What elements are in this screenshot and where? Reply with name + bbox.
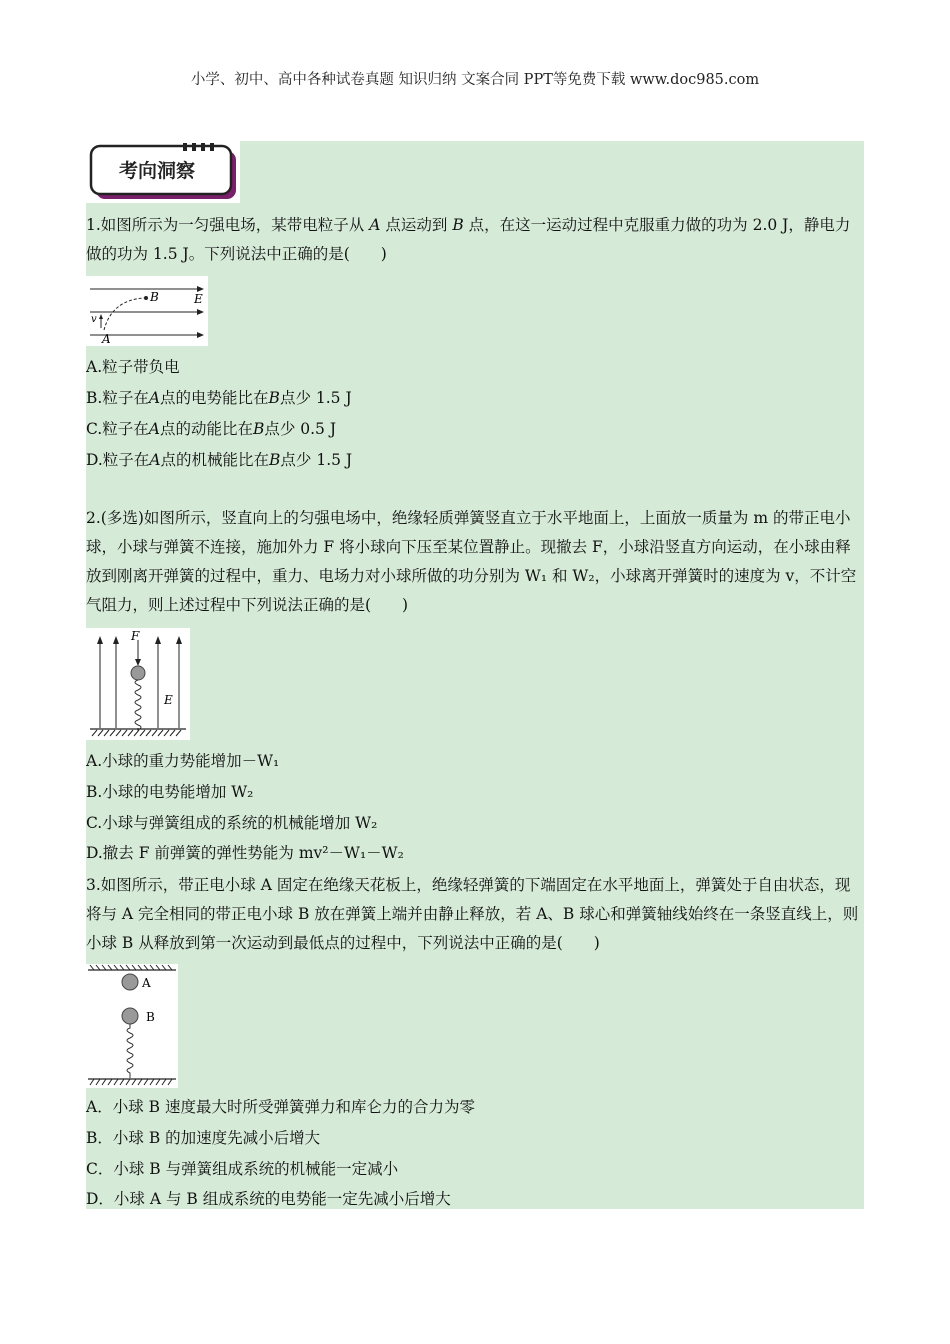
q1-fig-label-b: B	[150, 290, 159, 304]
q3-option-a: A．小球 B 速度最大时所受弹簧弹力和库仑力的合力为零	[86, 1098, 475, 1116]
q1-option-c-mid: 点的动能比在	[159, 420, 253, 438]
q1-option-d-a: A	[149, 451, 161, 469]
page-header: 小学、初中、高中各种试卷真题 知识归纳 文案合同 PPT等免费下载 www.doc985.com	[190, 72, 760, 88]
q1-point-b: B	[452, 216, 464, 234]
q2-option-b: B.小球的电势能增加 W₂	[86, 783, 254, 801]
section-badge	[86, 141, 240, 203]
q2-option-a: A.小球的重力势能增加－W₁	[86, 752, 280, 770]
q1-option-b-b: B	[268, 389, 280, 407]
q3-fig-label-a: A	[142, 976, 151, 990]
q2-option-c: C.小球与弹簧组成的系统的机械能增加 W₂	[86, 814, 378, 832]
q1-stem	[86, 211, 864, 269]
badge-label: 考向洞察	[118, 160, 196, 182]
q1-option-d	[86, 448, 352, 470]
q1-option-c-a: A	[148, 420, 160, 438]
q3-stem: 3.如图所示，带正电小球 A 固定在绝缘天花板上，绝缘轻弹簧的下端固定在水平地面上，弹簧处于自由状态，现将与 A 完全相同的带正电小球 B 放在弹簧上端并由静止释放，若 A、B 球心和弹簧轴线始终在一条竖直线上，则小球 B 从释放到第一次运动到最低点的过程中，下列说法中正确的是( )	[86, 876, 859, 952]
q1-option-c	[86, 417, 336, 439]
q1-option-c-pre: C.粒子在	[86, 420, 149, 438]
q1-fig-label-a: A	[102, 332, 111, 346]
q1-option-c-b: B	[252, 420, 265, 438]
q1-option-d-pre: D.粒子在	[86, 451, 150, 469]
q1-option-b-a: A	[148, 389, 161, 407]
q2-stem: 2.(多选)如图所示，竖直向上的匀强电场中，绝缘轻质弹簧竖直立于水平地面上，上面放一质量为 m 的带正电小球，小球与弹簧不连接，施加外力 F 将小球向下压至某位置静止。现撤去 F，小球沿竖直方向运动，在小球由释放到刚离开弹簧的过程中，重力、电场力对小球所做的功分别为 W₁ 和 W₂，小球离开弹簧时的速度为 v，不计空气阻力，则上述过程中下列说法正确的是( )	[86, 509, 857, 614]
q2-fig-label-f: F	[131, 629, 140, 643]
q3-option-c: C．小球 B 与弹簧组成系统的机械能一定减小	[86, 1160, 399, 1178]
q3-fig-label-b: B	[146, 1010, 155, 1024]
q1-option-b	[86, 386, 352, 408]
q2-fig-label-e: E	[164, 693, 173, 707]
q1-figure	[86, 276, 208, 346]
q3-option-b: B．小球 B 的加速度先减小后增大	[86, 1129, 321, 1147]
q1-stem-c: 点，在这一运动过程中克服重力做的功为 2.0 J，静电力做的功为 1.5 J。下列说法中正确的是( )	[86, 216, 851, 263]
q1-option-a-text: A.粒子带负电	[86, 358, 180, 376]
q1-fig-label-v: v	[91, 314, 97, 325]
q1-option-b-post: 点少 1.5 J	[279, 389, 352, 407]
q2-option-d: D.撤去 F 前弹簧的弹性势能为 mv²－W₁－W₂	[86, 844, 404, 862]
question-panel	[86, 141, 864, 1209]
q1-option-b-pre: B.粒子在	[86, 389, 149, 407]
q1-option-c-post: 点少 0.5 J	[264, 420, 337, 438]
q3-option-d: D．小球 A 与 B 组成系统的电势能一定先减小后增大	[86, 1190, 451, 1208]
q1-stem-a: 1.如图所示为一匀强电场，某带电粒子从	[86, 216, 365, 234]
q1-point-a: A	[369, 216, 381, 234]
q1-option-a	[86, 355, 180, 377]
q1-stem-b: 点运动到	[385, 216, 448, 234]
q1-option-d-post: 点少 1.5 J	[280, 451, 353, 469]
q1-fig-label-e: E	[194, 292, 203, 306]
q2-figure	[86, 628, 190, 740]
q1-option-b-mid: 点的电势能比在	[160, 389, 269, 407]
q1-option-d-mid: 点的机械能比在	[160, 451, 270, 469]
q3-figure	[86, 964, 178, 1088]
q1-option-d-b: B	[269, 451, 281, 469]
